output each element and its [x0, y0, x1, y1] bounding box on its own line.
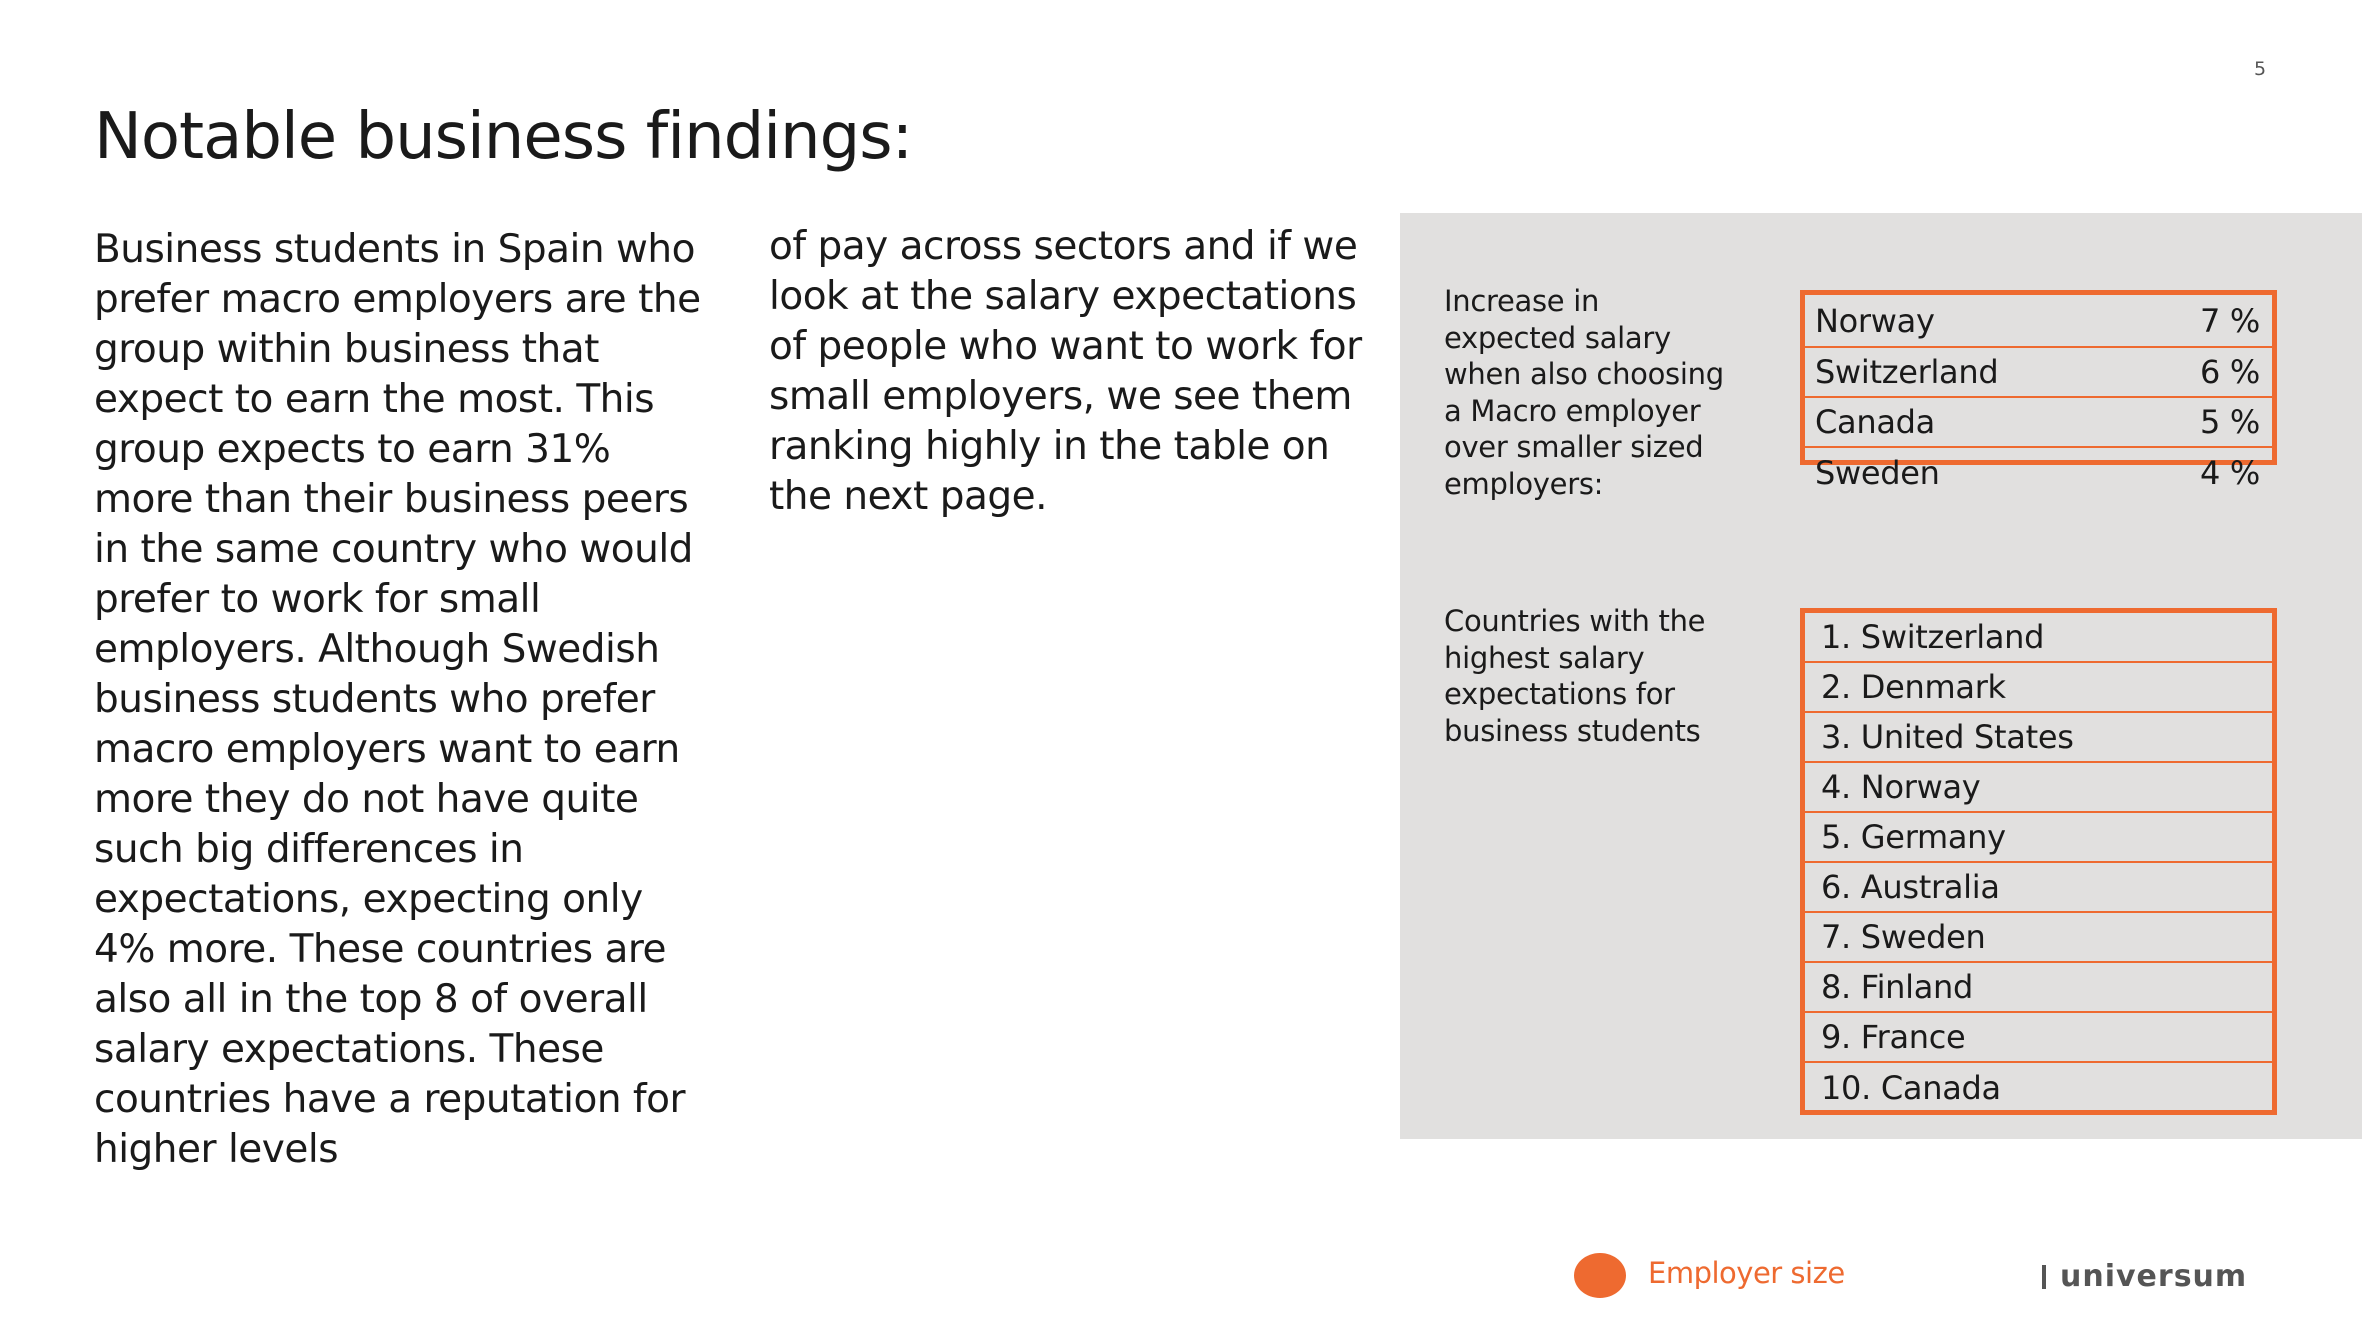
- salary-increase-table: [1800, 290, 2277, 492]
- ranking-entry: 7. Sweden: [1821, 918, 1986, 956]
- table-row: [1805, 448, 2272, 498]
- country-name: Sweden: [1815, 454, 1940, 492]
- table-row: [1805, 763, 2272, 813]
- increase-value: 7 %: [2199, 301, 2260, 340]
- table-row: [1805, 913, 2272, 963]
- page-number: 5: [2253, 58, 2267, 80]
- increase-value: 6 %: [2199, 353, 2260, 391]
- salary-ranking-table: [1800, 608, 2277, 1115]
- findings-panel: [1400, 213, 2362, 1139]
- table-row: [1805, 863, 2272, 913]
- body-text-column-1: Business students in Spain who prefer macro employers are the group within business that expect to earn the most. This group expects to earn 31% more than their business peers in the same country who would prefer to work for small employers. Although Swedish business students who prefer macro employers want to earn more they do not have quite such big differences in expectations, expecting only 4% more. These countries are also all in the top 8 of overall salary expectations. These countries have a reputation for higher levels: [94, 227, 701, 1172]
- country-name: Norway: [1815, 301, 1935, 340]
- logo-bar-icon: [2042, 1265, 2046, 1289]
- country-name: Switzerland: [1815, 353, 1999, 391]
- table-row: [1805, 348, 2272, 398]
- ranking-entry: 5. Germany: [1821, 818, 2006, 856]
- universum-logo: [2042, 1259, 2247, 1294]
- ranking-entry: 9. France: [1821, 1018, 1966, 1056]
- increase-value: 4 %: [2199, 454, 2260, 492]
- page-title: Notable business findings:: [94, 100, 913, 174]
- section-label: Employer size: [1648, 1256, 1845, 1290]
- table-row: [1805, 713, 2272, 763]
- table-row: [1805, 1063, 2272, 1113]
- ranking-entry: 3. United States: [1821, 718, 2074, 756]
- table-row: [1805, 398, 2272, 448]
- table-row: [1805, 663, 2272, 713]
- table-row: [1805, 813, 2272, 863]
- ranking-entry: 4. Norway: [1821, 768, 1981, 806]
- increase-caption: Increase in expected salary when also choosing a Macro employer over smaller sized employers:: [1444, 284, 1724, 501]
- table-row: [1805, 295, 2272, 348]
- table-row: [1805, 1013, 2272, 1063]
- section-dot-icon: [1574, 1253, 1626, 1298]
- ranking-entry: 1. Switzerland: [1821, 618, 2045, 656]
- country-name: Canada: [1815, 403, 1935, 441]
- table-row: [1805, 613, 2272, 663]
- ranking-caption: Countries with the highest salary expectations for business students: [1444, 604, 1706, 748]
- logo-text: universum: [2060, 1259, 2248, 1294]
- ranking-entry: 6. Australia: [1821, 868, 2000, 906]
- ranking-entry: 2. Denmark: [1821, 668, 2006, 706]
- ranking-entry: 8. Finland: [1821, 968, 1974, 1006]
- body-text-column-2: of pay across sectors and if we look at the salary expectations of people who want to work for small employers, we see them ranking highly in the table on the next page.: [769, 224, 1362, 519]
- table-row: [1805, 963, 2272, 1013]
- increase-value: 5 %: [2199, 403, 2260, 441]
- ranking-entry: 10. Canada: [1821, 1069, 2001, 1107]
